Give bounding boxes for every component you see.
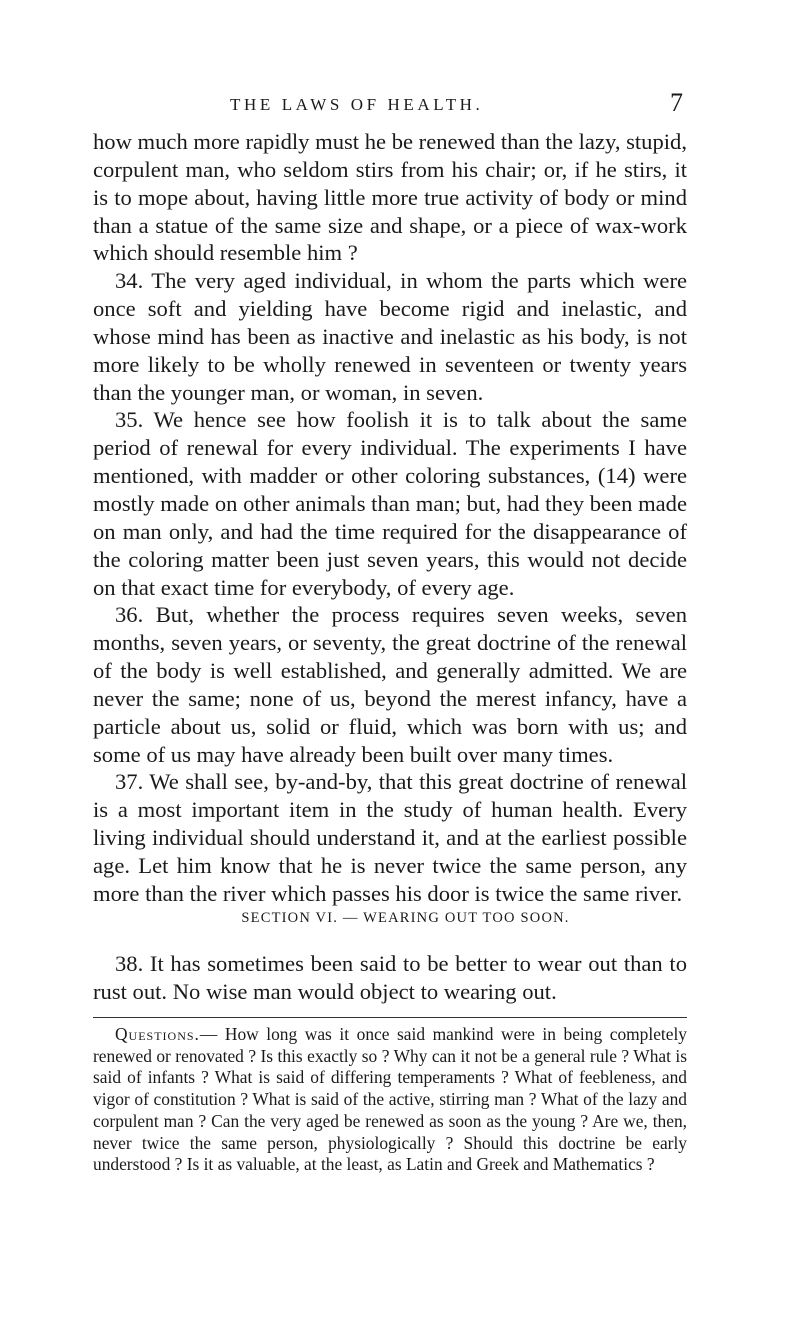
running-head: [230, 88, 683, 118]
questions-label: Questions.: [115, 1024, 200, 1044]
divider-rule: [93, 1017, 687, 1018]
paragraph-38: 38. It has sometimes been said to be better to wear out than to rust out. No wise man would object to wearing out.: [93, 951, 687, 1004]
running-head-title: THE LAWS OF HEALTH.: [230, 95, 484, 114]
section-heading: SECTION VI. — WEARING OUT TOO SOON.: [241, 910, 570, 926]
paragraph-continued: how much more rapidly must he be renewed than the lazy, stupid, corpulent man, who seldom stirs from his chair; or, if he stirs, it is to mope about, having little more true activity of body or mind than a statue of the same size and shape, or a piece of wax-work which should resemble him ?: [93, 129, 687, 266]
page-number: 7: [670, 88, 683, 117]
paragraph-36: 36. But, whether the process requires seven weeks, seven months, seven years, or seventy, the great doctrine of the renewal of the body is well established, and generally admitted. We are never the same; none of us, beyond the merest infancy, have a particle about us, solid or fluid, which was born with us; and some of us may have already been built over many times.: [93, 602, 687, 767]
body-text: [93, 128, 687, 908]
questions-text: — How long was it once said mankind were in being completely renewed or renovated ? Is this exactly so ? Why can it not be a general rule ? What is said of infants ? What is said of differing temperaments ? What of feebleness, and vigor of constitution ? What is said of the active, stirring man ? What of the lazy and corpulent man ? Can the very aged be renewed as soon as the young ? Are we, then, never twice the same person, physiologically ? Should this doctrine be early understood ? Is it as valuable, at the least, as Latin and Greek and Mathematics ?: [93, 1024, 687, 1175]
questions-paragraph: [93, 1024, 687, 1176]
paragraph-37: 37. We shall see, by-and-by, that this great doctrine of renewal is a most important item in the study of human health. Every living individual should understand it, and at the earliest possible age. Let him know that he is never twice the same person, any more than the river which passes his door is twice the same river.: [93, 769, 687, 906]
paragraph-35: 35. We hence see how foolish it is to talk about the same period of renewal for every individual. The experiments I have mentioned, with madder or other coloring substances, (14) were mostly made on other animals than man; but, had they been made on man only, and had the time required for the disappearance of the coloring matter been just seven years, this would not decide on that exact time for everybody, of every age.: [93, 407, 687, 600]
questions-block: [93, 1024, 687, 1176]
section-text: [93, 950, 687, 1006]
paragraph-34: 34. The very aged individual, in whom the parts which were once soft and yielding have become rigid and inelastic, and whose mind has been as inactive and inelastic as his body, is not more likely to be wholly renewed in seventeen or twenty years than the younger man, or woman, in seven.: [93, 268, 687, 405]
